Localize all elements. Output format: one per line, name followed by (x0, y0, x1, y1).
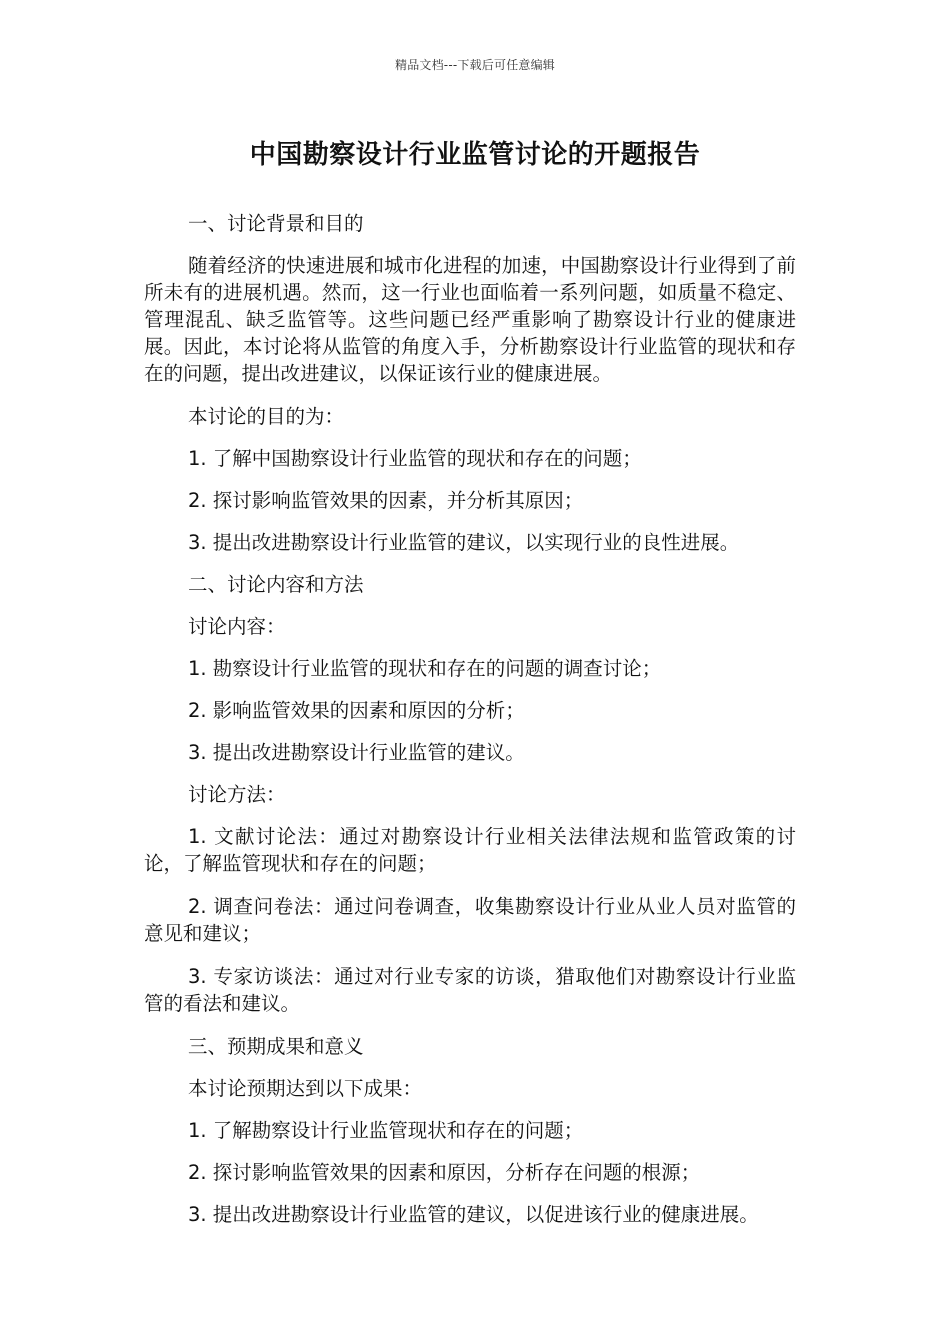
header-note: 精品文档---下载后可任意编辑 (395, 58, 555, 72)
list-item-content-1: 1. 勘察设计行业监管的现状和存在的问题的调查讨论； (188, 657, 662, 680)
list-item-method-1: 1. 文献讨论法：通过对勘察设计行业相关法律法规和监管政策的讨论，了解监管现状和存在的问题； (144, 825, 796, 875)
list-item-purpose-3: 3. 提出改进勘察设计行业监管的建议，以实现行业的良性进展。 (188, 531, 740, 554)
list-item-method-3: 3. 专家访谈法：通过对行业专家的访谈，猎取他们对勘察设计行业监管的看法和建议。 (144, 965, 796, 1015)
list-item-method-2: 2. 调查问卷法：通过问卷调查，收集勘察设计行业从业人员对监管的意见和建议； (144, 895, 796, 945)
list-item-content-3: 3. 提出改进勘察设计行业监管的建议。 (188, 741, 525, 764)
document-body (144, 210, 796, 1243)
paragraph-content-intro: 讨论内容： (188, 615, 286, 638)
section-heading-outcomes: 三、预期成果和意义 (188, 1035, 364, 1058)
paragraph-background: 随着经济的快速进展和城市化进程的加速，中国勘察设计行业得到了前所未有的进展机遇。然而，这一行业也面临着一系列问题，如质量不稳定、管理混乱、缺乏监管等。这些问题已经严重影响了勘察设计行业的健康进展。因此，本讨论将从监管的角度入手，分析勘察设计行业监管的现状和存在的问题，提出改进建议，以保证该行业的健康进展。 (144, 254, 796, 385)
list-item-outcome-3: 3. 提出改进勘察设计行业监管的建议，以促进该行业的健康进展。 (188, 1203, 759, 1226)
section-heading-background: 一、讨论背景和目的 (188, 212, 364, 235)
paragraph-purpose-intro: 本讨论的目的为： (188, 405, 345, 428)
paragraph-outcomes-intro: 本讨论预期达到以下成果： (188, 1077, 423, 1100)
document-title: 中国勘察设计行业监管讨论的开题报告 (249, 140, 701, 170)
list-item-content-2: 2. 影响监管效果的因素和原因的分析； (188, 699, 525, 722)
list-item-outcome-1: 1. 了解勘察设计行业监管现状和存在的问题； (188, 1119, 584, 1142)
list-item-outcome-2: 2. 探讨影响监管效果的因素和原因，分析存在问题的根源； (188, 1161, 701, 1184)
list-item-purpose-2: 2. 探讨影响监管效果的因素，并分析其原因； (188, 489, 584, 512)
list-item-purpose-1: 1. 了解中国勘察设计行业监管的现状和存在的问题； (188, 447, 642, 470)
section-heading-content-method: 二、讨论内容和方法 (188, 573, 364, 596)
paragraph-method-intro: 讨论方法： (188, 783, 286, 806)
